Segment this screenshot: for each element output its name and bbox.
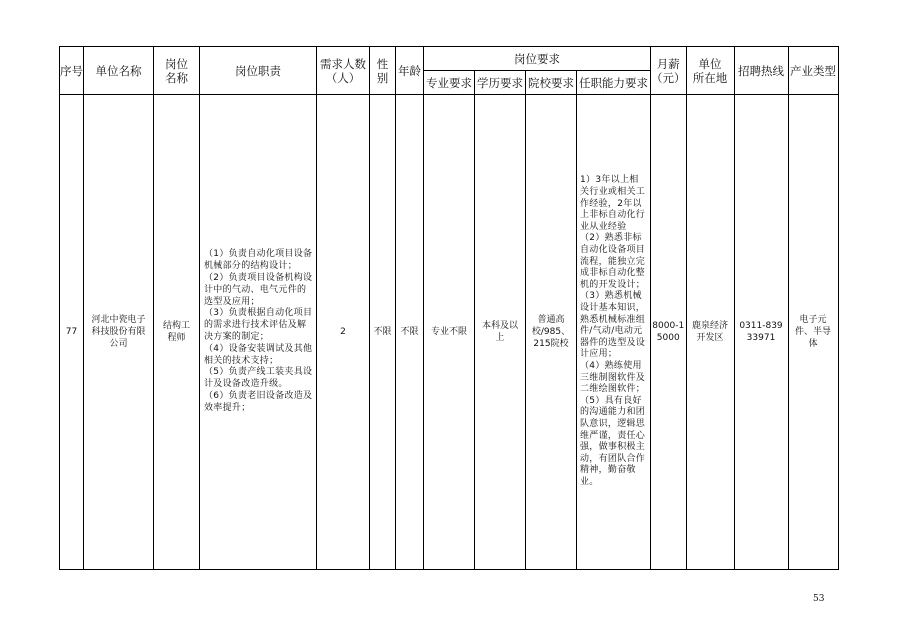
- header-headcount: 需求人数 （人）: [317, 47, 370, 95]
- header-edu-req: 学历要求: [475, 71, 526, 95]
- header-hotline: 招聘热线: [734, 47, 788, 95]
- header-requirements: 岗位要求: [424, 47, 651, 71]
- header-industry: 产业类型: [788, 47, 838, 95]
- cell-gender: 不限: [370, 95, 396, 570]
- cell-post-name: 结构工程师: [154, 95, 200, 570]
- cell-industry: 电子元件、半导体: [788, 95, 838, 570]
- cell-unit-name: 河北中瓷电子科技股份有限公司: [84, 95, 154, 570]
- header-salary: 月薪 （元）: [651, 47, 687, 95]
- header-ability-req: 任职能力要求: [577, 71, 651, 95]
- header-age: 年龄: [396, 47, 424, 95]
- cell-duties: （1）负责自动化项目设备机械部分的结构设计； （2）负责项目设备机构设计中的气动、电气元件的选型及应用； （3）负责根据自动化项目的需求进行技术评估及解决方案的制定； （4）设备安装调试及其他相关的技术支持； （5）负责产线工装夹具设计及设备改造升级。 （6）负责老旧设备改造及效率提升；: [200, 95, 317, 570]
- job-table: [59, 46, 839, 570]
- header-unit-name: 单位名称: [84, 47, 154, 95]
- header-gender: 性 别: [370, 47, 396, 95]
- cell-major-req: 专业不限: [424, 95, 475, 570]
- cell-school-req: 普通高校/985、215院校: [526, 95, 577, 570]
- cell-salary: 8000-15000: [651, 95, 687, 570]
- header-location: 单位 所在地: [686, 47, 734, 95]
- header-duties: 岗位职责: [200, 47, 317, 95]
- job-table-container: [59, 46, 839, 570]
- cell-hotline: 0311-83933971: [734, 95, 788, 570]
- header-row-1: [60, 47, 839, 71]
- cell-location: 鹿泉经济开发区: [686, 95, 734, 570]
- header-seq: 序号: [60, 47, 84, 95]
- cell-ability-req: 1）3年以上相关行业或相关工作经验，2年以上非标自动化行业从业经验 （2）熟悉非标自动化设备项目流程，能独立完成非标自动化整机的开发设计； （3）熟悉机械设计基本知识，熟悉机械标准组件/气动/电动元器件的选型及设计应用； （4）熟练使用三维制图软件及二维绘图软件； （5）具有良好的沟通能力和团队意识，逻辑思维严谨，责任心强，做事积极主动，有团队合作精神，勤奋敬业。: [577, 95, 651, 570]
- cell-headcount: 2: [317, 95, 370, 570]
- header-major-req: 专业要求: [424, 71, 475, 95]
- header-school-req: 院校要求: [526, 71, 577, 95]
- header-post-name: 岗位 名称: [154, 47, 200, 95]
- cell-seq: 77: [60, 95, 84, 570]
- cell-edu-req: 本科及以上: [475, 95, 526, 570]
- page-number: 53: [813, 594, 825, 604]
- cell-age: 不限: [396, 95, 424, 570]
- table-row: [60, 95, 839, 570]
